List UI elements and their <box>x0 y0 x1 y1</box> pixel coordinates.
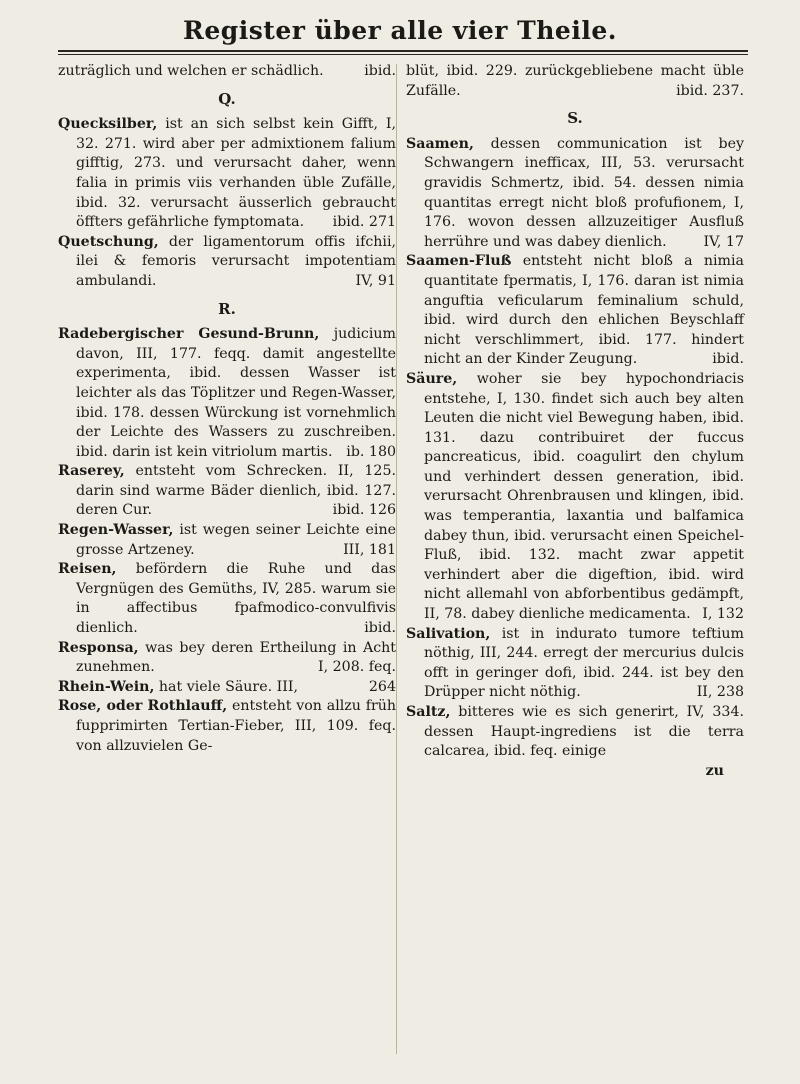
entry-ref: ibid. <box>364 620 396 637</box>
entry-ref: II, 238 <box>696 684 744 701</box>
entry-text: judicium davon, III, 177. feqq. damit angestellte experimenta, ibid. dessen Wasser ist leichter als das Töplitzer und Regen-Wasser, ibid. 178. dessen Würckung ist vornehmlich der Leichte des Wassers zu zuschreiben. ibid. darin ist kein vitriolum martis. <box>76 326 396 460</box>
index-entry <box>406 625 744 703</box>
entry-text: bitteres wie es sich generirt, IV, 334. dessen Haupt-ingrediens ist die terra calcarea, ibid. feq. einige <box>424 704 744 760</box>
entry-ref: 264 <box>368 678 396 695</box>
index-entry <box>58 325 396 462</box>
entry-text: dessen communication ist bey Schwangern inefficax, III, 53. verursacht gravidis Schmertz, ibid. 54. dessen nimia quantitas erregt nicht bloß profufionem, I, 176. wovon dessen allzuzeitiger Ausfluß herrühre und was dabey dienlich. <box>424 135 744 250</box>
page-header: Register über alle vier Theile. <box>183 16 617 45</box>
index-entry <box>58 115 396 233</box>
continuation-text: blüt, ibid. 229. zurückgebliebene macht üble Zufälle. <box>406 63 744 99</box>
entry-headword: Quecksilber, <box>58 116 158 133</box>
entry-ref: III, 181 <box>343 541 396 558</box>
index-entry <box>406 370 744 625</box>
entry-text: der ligamentorum offis ifchii, ilei & femoris verursacht impotentiam ambulandi. <box>76 233 396 289</box>
continuation-text: zuträglich und welchen er schädlich. <box>58 63 324 79</box>
entry-ref: I, 132 <box>702 606 744 623</box>
entry-text: ist wegen seiner Leichte eine grosse Artzeney. <box>76 522 397 558</box>
entry-text: was bey deren Ertheilung in Acht zunehmen. <box>76 639 396 676</box>
entry-headword: Responsa, <box>58 639 139 656</box>
entry-headword: Rose, oder Rothlauff, <box>58 698 228 715</box>
entry-text: befördern die Ruhe und das Vergnügen des Gemüths, IV, 285. warum sie in affectibus fpafmodico-convulfivis dienlich. <box>76 561 396 637</box>
left-top-continuation <box>58 62 396 82</box>
entry-ref: ibid. 271 <box>332 214 396 231</box>
entry-text: entsteht von allzu früh fupprimirten Tertian-Fieber, III, 109. feq. von allzuvielen Ge- <box>76 698 396 754</box>
header-rule-bottom <box>58 54 748 55</box>
entry-headword: Reisen, <box>58 561 117 578</box>
entry-headword: Raserey, <box>58 463 125 480</box>
entry-ref: IV, 91 <box>355 272 396 289</box>
index-entry <box>58 233 396 292</box>
index-entry <box>406 703 744 762</box>
section-letter-r: R. <box>218 299 236 318</box>
continuation-ref: ibid. <box>364 63 396 79</box>
index-entry <box>58 697 396 756</box>
index-entry <box>406 252 744 370</box>
section-letter-q: Q. <box>218 89 236 108</box>
left-column <box>58 62 396 756</box>
continuation-ref: ibid. 237. <box>676 82 744 99</box>
entry-headword: Säure, <box>406 370 458 387</box>
right-column <box>406 62 744 781</box>
entry-headword: Regen-Wasser, <box>58 522 174 539</box>
index-entry <box>406 135 744 253</box>
entry-text: entsteht nicht bloß a nimia quantitate fpermatis, I, 176. daran ist nimia anguftia veficularum feminalium schuld, ibid. wird durch den ehlichen Beyschlaff nicht verschlimmert, ibid. 177. hindert nicht an der Kinder Zeugung. <box>424 253 745 368</box>
index-entry <box>58 560 396 638</box>
entry-ref: I, 208. feq. <box>318 659 396 676</box>
entry-headword: Saamen-Fluß <box>406 253 512 270</box>
index-entry <box>58 521 396 560</box>
entry-headword: Rhein-Wein, <box>58 678 155 695</box>
entry-ref: IV, 17 <box>703 233 744 250</box>
entry-headword: Saltz, <box>406 704 451 720</box>
catchword: zu <box>705 762 724 779</box>
entry-text: hat viele Säure. III, <box>158 678 298 695</box>
entry-text: woher sie bey hypochondriacis entstehe, I, 130. findet sich auch bey alten Leuten die nicht viel Bewegung haben, ibid. 131. dazu contribuiret der fuccus pancreaticus, ibid. coagulirt den chylum und verhindert dessen generation, ibid. verursacht Ohrenbrausen und klingen, ibid. was temperantia, laxantia und balfamica dabey thun, ibid. verursacht einen Speichel-Fluß, ibid. 132. macht zwar appetit verhindert aber die digeftion, ibid. wird nicht allemahl von abforbentibus gedämpft, II, 78. dabey dienliche medicamenta. <box>424 370 744 623</box>
entry-ref: ibid. <box>712 351 744 368</box>
header-rule-top <box>58 50 748 52</box>
entry-headword: Salivation, <box>406 625 491 642</box>
entry-text: ist an sich selbst kein Gifft, I, 32. 271. wird aber per admixtionem falium gifftig, 273. und verursacht daher, wenn falia in primis viis verhanden üble Zufälle, ibid. 32. verursacht äusserlich gebraucht öffters gefährliche fymptomata. <box>76 116 396 231</box>
entry-ref: ib. 180 <box>346 443 396 460</box>
entry-headword: Quetschung, <box>58 233 159 250</box>
entry-text: entsteht vom Schrecken. II, 125. darin sind warme Bäder dienlich, ibid. 127. deren Cur. <box>76 463 396 519</box>
section-letter-s: S. <box>567 109 583 128</box>
column-divider <box>396 64 397 1054</box>
index-entry <box>58 462 396 521</box>
entry-headword: Radebergischer Gesund-Brunn, <box>58 326 320 343</box>
entry-text: ist in indurato tumore teftium nöthig, III, 244. erregt der mercurius dulcis offt in geringer dofi, ibid. 244. ist bey den Drüpper nicht nöthig. <box>424 625 744 701</box>
right-top-continuation <box>406 62 744 101</box>
entry-headword: Saamen, <box>406 135 474 152</box>
index-entry <box>58 639 396 678</box>
entry-ref: ibid. 126 <box>332 502 396 519</box>
index-entry <box>58 678 396 698</box>
